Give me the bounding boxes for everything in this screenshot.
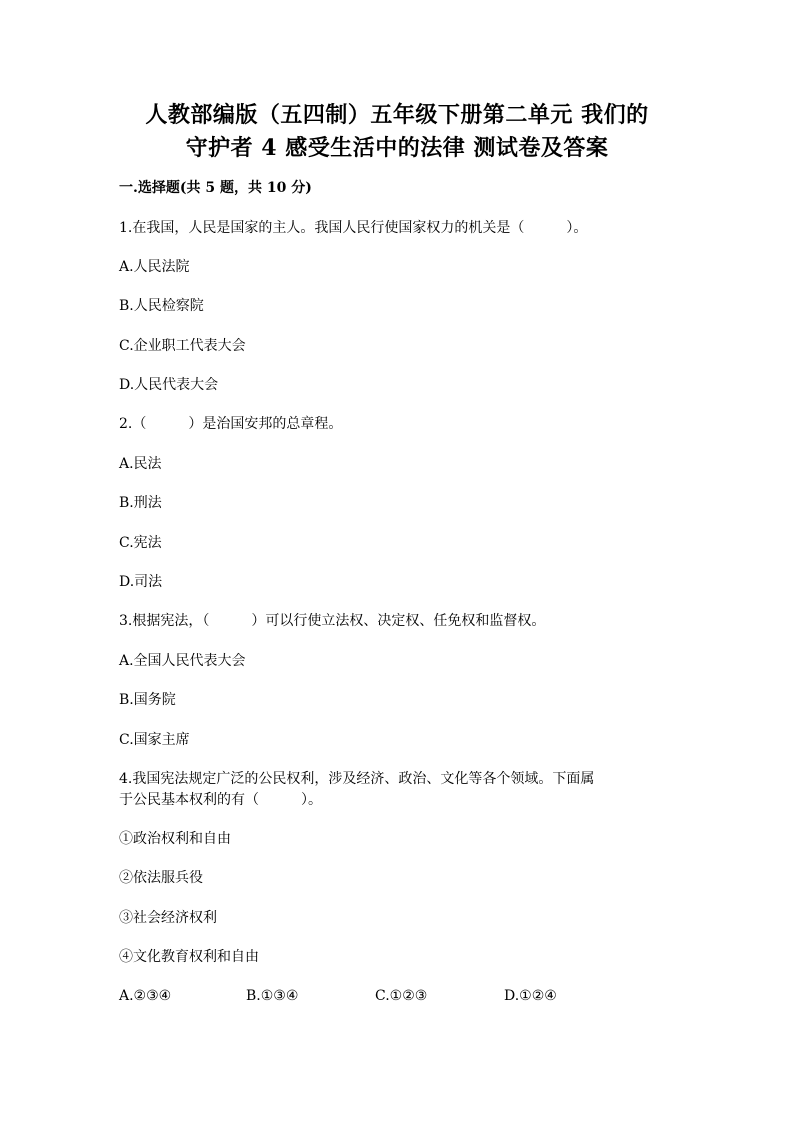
question-4-item-3: ③社会经济权利 [119,910,217,926]
question-4-option-b: B.①③④ [246,988,299,1004]
question-4-option-a: A.②③④ [119,988,172,1004]
question-2-option-c: C.宪法 [119,535,162,551]
question-3-option-c: C.国家主席 [119,732,190,748]
section-heading: 一.选择题(共 5 题，共 10 分) [119,180,312,196]
question-4-stem-line-2: 于公民基本权利的有（ ）。 [119,792,322,808]
question-2-option-a: A.民法 [119,456,162,472]
question-3-stem: 3.根据宪法，（ ）可以行使立法权、决定权、任免权和监督权。 [119,613,546,629]
question-1-option-c: C.企业职工代表大会 [119,338,246,354]
question-4-options-row [119,986,679,1006]
question-2-option-b: B.刑法 [119,495,162,511]
question-3-option-a: A.全国人民代表大会 [119,653,246,669]
question-2-option-d: D.司法 [119,574,163,590]
question-4-item-4: ④文化教育权利和自由 [119,949,259,965]
question-1-stem: 1.在我国，人民是国家的主人。我国人民行使国家权力的机关是（ ）。 [119,220,588,236]
question-2-stem: 2.（ ）是治国安邦的总章程。 [119,416,343,432]
question-4-option-c: C.①②③ [375,988,428,1004]
question-1-option-d: D.人民代表大会 [119,377,219,393]
document-title-line-1: 人教部编版（五四制）五年级下册第二单元 我们的 [145,102,649,128]
question-4-stem-line-1: 4.我国宪法规定广泛的公民权利，涉及经济、政治、文化等各个领域。下面属 [119,771,595,787]
question-1-option-b: B.人民检察院 [119,298,204,314]
question-4-item-2: ②依法服兵役 [119,870,203,886]
question-1-option-a: A.人民法院 [119,259,190,275]
document-title-line-2: 守护者 4 感受生活中的法律 测试卷及答案 [185,135,609,161]
question-3-option-b: B.国务院 [119,692,176,708]
question-4-item-1: ①政治权利和自由 [119,831,231,847]
question-4-option-d: D.①②④ [504,988,557,1004]
